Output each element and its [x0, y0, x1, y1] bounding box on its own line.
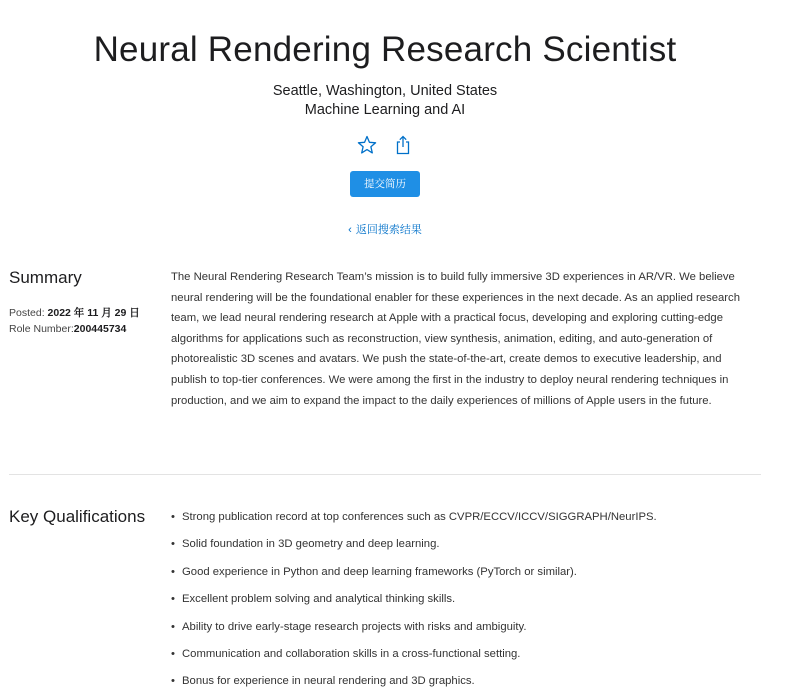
list-item: • Communication and collaboration skills in a cross-functional setting.: [171, 644, 657, 671]
job-actions: [0, 134, 770, 156]
list-item: • Ability to drive early-stage research projects with risks and ambiguity.: [171, 617, 657, 644]
bullet-icon: •: [171, 511, 175, 523]
posted-value: 2022 年 11 月 29 日: [47, 307, 140, 319]
posted-label: Posted:: [9, 307, 45, 319]
submit-resume-button[interactable]: 提交简历: [350, 171, 420, 197]
job-header: [0, 28, 770, 237]
star-outline-icon[interactable]: [356, 134, 378, 156]
chevron-left-icon: ‹: [348, 224, 352, 236]
section-divider: [9, 474, 761, 475]
share-icon[interactable]: [392, 134, 414, 156]
summary-text: The Neural Rendering Research Team’s mission is to build fully immersive 3D experiences in AR/VR. We believe neural rendering will be the foundational enabler for these experiences in the next decade. As an applied research team, we lead neural rendering research at Apple with a practical focus, developing and exploring cutting-edge algorithms for applications such as reconstruction, view synthesis, animation, editing, and auto-generation of photorealistic 3D scenes and avatars. We push the state-of-the-art, create demos to executive leadership, and publish to top-tier conferences. We were among the first in the industry to deploy neural rendering techniques in production, and we aim to expand the impact to the daily experiences of millions of Apple users in the future.: [171, 271, 740, 407]
key-qualifications-heading: Key Qualifications: [9, 507, 146, 526]
bullet-icon: •: [171, 675, 175, 688]
bullet-icon: •: [171, 565, 175, 578]
bullet-icon: •: [171, 593, 175, 606]
bullet-icon: •: [171, 647, 175, 660]
back-link-label: 返回搜索结果: [355, 224, 422, 236]
role-value: 200445734: [73, 323, 127, 335]
list-item: • Solid foundation in 3D geometry and deep learning.: [171, 534, 657, 561]
role-label: Role Number:: [9, 323, 74, 335]
job-team: Machine Learning and AI: [304, 102, 466, 118]
list-item: • Strong publication record at top conferences such as CVPR/ECCV/ICCV/SIGGRAPH/NeurIPS.: [171, 507, 657, 534]
list-item: • Excellent problem solving and analytical thinking skills.: [171, 589, 657, 616]
key-qualifications-list: [171, 507, 657, 699]
summary-heading: Summary: [9, 268, 82, 287]
job-title: Neural Rendering Research Scientist: [93, 30, 677, 69]
bullet-icon: •: [171, 620, 175, 633]
bullet-icon: •: [171, 538, 175, 551]
role-number: [9, 320, 126, 339]
list-item: • Good experience in Python and deep learning frameworks (PyTorch or similar).: [171, 562, 657, 589]
job-location: Seattle, Washington, United States: [272, 83, 498, 99]
list-item: • Bonus for experience in neural rendering and 3D graphics.: [171, 671, 657, 698]
back-to-results-link[interactable]: [0, 221, 770, 237]
